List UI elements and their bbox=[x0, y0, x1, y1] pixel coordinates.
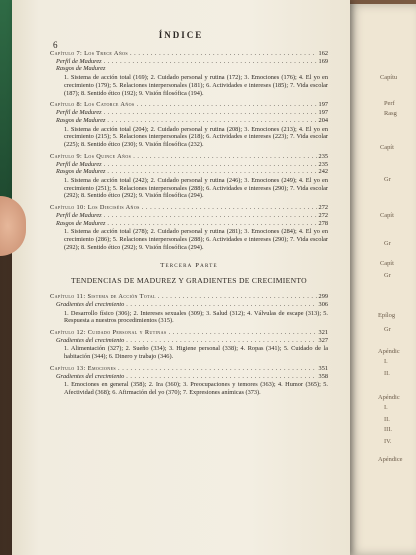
section-row bbox=[50, 373, 328, 381]
toc-chapter bbox=[50, 204, 328, 251]
leader-dots bbox=[107, 117, 316, 125]
next-page-fragment: Capít bbox=[380, 144, 394, 151]
next-page-fragment: Apéndic bbox=[378, 394, 400, 401]
next-page-fragment: Capítu bbox=[380, 74, 398, 81]
chapter-heading-row bbox=[50, 365, 328, 373]
chapter-page: 299 bbox=[318, 293, 328, 301]
chapter-heading: Capítulo 9: Los Quince Años bbox=[50, 152, 132, 160]
section-page: 204 bbox=[318, 116, 328, 124]
section-row bbox=[50, 109, 328, 117]
next-page-fragment: Capít bbox=[380, 212, 394, 219]
chapter-page: 272 bbox=[318, 204, 328, 212]
chapter-heading-row bbox=[50, 329, 328, 337]
next-page-fragment: Epílog bbox=[378, 312, 396, 319]
toc-chapter bbox=[50, 365, 328, 397]
part-label: Tercera Parte bbox=[160, 261, 218, 269]
leader-dots bbox=[126, 373, 316, 381]
section-title: Rasgos de Madurez bbox=[56, 65, 106, 73]
next-page-fragment: Gr bbox=[384, 326, 391, 333]
chapter-page: 162 bbox=[318, 50, 328, 57]
section-row bbox=[50, 161, 328, 169]
section-title: Gradientes del crecimiento bbox=[56, 300, 125, 308]
chapter-heading-row bbox=[50, 50, 328, 58]
page-number: 6 bbox=[53, 40, 58, 50]
leader-dots bbox=[104, 161, 317, 169]
part-title: TENDENCIAS DE MADUREZ Y GRADIENTES DE CRECIMIENTO bbox=[71, 275, 307, 285]
section-detail: 1. Alimentación (327); 2. Sueño (334); 3. Higiene personal (338); 4. Ropas (341); 5. Cuidado de la habitación (344); 6. Dinero y trabajo (346). bbox=[64, 345, 328, 361]
section-row bbox=[50, 117, 328, 125]
section-page: 327 bbox=[318, 336, 328, 344]
leader-dots bbox=[104, 109, 317, 117]
section-page: 242 bbox=[318, 168, 328, 176]
section-row bbox=[50, 58, 328, 66]
section-row bbox=[50, 168, 328, 176]
leader-dots bbox=[133, 153, 316, 161]
next-page-fragment: III. bbox=[384, 426, 392, 433]
next-page-fragment: Gr bbox=[384, 272, 391, 279]
chapter-heading: Capítulo 13: Emociones bbox=[50, 364, 117, 372]
section-title: Gradientes del crecimiento bbox=[56, 372, 125, 380]
toc-chapter bbox=[50, 153, 328, 200]
next-page-fragment: Rasg bbox=[384, 110, 397, 117]
leader-dots bbox=[107, 168, 316, 176]
section-detail: 1. Sistema de acción total (169); 2. Cuidado personal y rutina (172); 3. Emociones (176); 4. El yo en crecimiento (179); 5. Relaciones interpersonales (181); 6. Actividades e intereses (185); 7. Vida escolar (187); 8. Sentido ético (192); 9. Visión filosófica (194). bbox=[64, 74, 328, 97]
table-of-contents bbox=[50, 50, 328, 401]
section-row bbox=[50, 65, 328, 73]
chapter-heading-row bbox=[50, 293, 328, 301]
leader-dots bbox=[118, 365, 317, 373]
chapter-page: 351 bbox=[318, 364, 328, 372]
section-page: 169 bbox=[318, 57, 328, 65]
section-title: Perfil de Madurez bbox=[56, 57, 102, 65]
section-page: 358 bbox=[318, 372, 328, 380]
section-page: 197 bbox=[318, 109, 328, 117]
next-page-fragment: Apéndice bbox=[378, 456, 403, 463]
chapter-heading: Capítulo 10: Los Dieciséis Años bbox=[50, 204, 140, 212]
index-page bbox=[12, 0, 350, 555]
leader-dots bbox=[126, 301, 316, 309]
section-row bbox=[50, 220, 328, 228]
section-detail: 1. Desarrollo físico (306); 2. Intereses sexuales (309); 3. Salud (312); 4. Válvulas de escape (313); 5. Respuesta a nuestros procedimientos (315). bbox=[64, 309, 328, 325]
leader-dots bbox=[104, 212, 317, 220]
section-row bbox=[50, 301, 328, 309]
section-page: 272 bbox=[318, 211, 328, 219]
section-page: 278 bbox=[318, 219, 328, 227]
leader-dots bbox=[126, 337, 316, 345]
leader-dots bbox=[158, 293, 317, 301]
section-detail: 1. Emociones en general (358); 2. Ira (360); 3. Preocupaciones y temores (363); 4. Humor (365); 5. Afectividad (368); 6. Afirmación del yo (370); 7. Expresiones anímicas (373). bbox=[64, 381, 328, 397]
next-page-fragment: Gr bbox=[384, 240, 391, 247]
next-page-fragment: I. bbox=[384, 404, 388, 411]
next-page-fragment: II. bbox=[384, 416, 390, 423]
next-page-fragment: Capít bbox=[380, 260, 394, 267]
section-page: 235 bbox=[318, 160, 328, 168]
chapter-page: 197 bbox=[318, 101, 328, 109]
section-row bbox=[50, 212, 328, 220]
next-page-fragment: I. bbox=[384, 358, 388, 365]
chapter-page: 321 bbox=[318, 329, 328, 336]
chapter-heading-row bbox=[50, 204, 328, 212]
section-title: Rasgos de Madurez bbox=[56, 168, 106, 176]
leader-dots bbox=[130, 50, 317, 58]
section-title: Rasgos de Madurez bbox=[56, 219, 106, 227]
leader-dots bbox=[137, 101, 317, 109]
leader-dots bbox=[104, 58, 317, 66]
section-detail: 1. Sistema de acción total (204); 2. Cuidado personal y rutina (208); 3. Emociones (213); 4. El yo en crecimiento (215); 5. Relaciones interpersonales (218); 6. Actividades e intereses (223); 7. Vida escolar (225); 8. Sentido ético (230); 9. Visión filosófica (232). bbox=[64, 125, 328, 149]
chapter-page: 235 bbox=[318, 152, 328, 160]
leader-dots bbox=[142, 204, 317, 212]
section-row bbox=[50, 337, 328, 345]
book-cover-edge bbox=[0, 0, 12, 200]
section-title: Perfil de Madurez bbox=[56, 160, 102, 168]
section-detail: 1. Sistema de acción total (278); 2. Cuidado personal y rutina (281); 3. Emociones (284); 4. El yo en crecimiento (286); 5. Relaciones interpersonales (288); 6. Actividades e intereses (290); 7. Vida escolar (292); 8. Sentido ético (292); 9. Visión filosófica (294). bbox=[64, 228, 328, 251]
toc-chapter bbox=[50, 329, 328, 361]
leader-dots bbox=[107, 220, 316, 228]
chapter-heading-row bbox=[50, 153, 328, 161]
toc-chapter bbox=[50, 293, 328, 325]
section-detail: 1. Sistema de acción total (242); 2. Cuidado personal y rutina (246); 3. Emociones (249); 4. El yo en crecimiento (251); 5. Relaciones interpersonales (288); 6. Actividades e intereses (290); 7. Vida escolar (292); 8. Sentido ético (292); 9. Visión filosófica (294). bbox=[64, 177, 328, 200]
chapter-heading: Capítulo 12: Cuidado Personal y Rutinas bbox=[50, 329, 167, 336]
leader-dots bbox=[169, 329, 317, 337]
toc-chapter bbox=[50, 50, 328, 97]
chapter-heading: Capítulo 7: Los Trece Años bbox=[50, 50, 129, 57]
section-title: Perfil de Madurez bbox=[56, 211, 102, 219]
section-page: 306 bbox=[318, 300, 328, 308]
chapter-heading-row bbox=[50, 101, 328, 109]
section-title: Perfil de Madurez bbox=[56, 109, 102, 117]
chapter-heading: Capítulo 8: Los Catorce Años bbox=[50, 101, 135, 109]
next-page-fragment: II. bbox=[384, 370, 390, 377]
chapter-heading: Capítulo 11: Sistema de Acción Total bbox=[50, 293, 156, 301]
next-page-fragment: Perf bbox=[384, 100, 395, 107]
next-page-fragment: Apéndic bbox=[378, 348, 400, 355]
next-page-fragment: Gr bbox=[384, 176, 391, 183]
running-title: ÍNDICE bbox=[158, 30, 204, 40]
section-title: Gradientes del crecimiento bbox=[56, 336, 125, 344]
next-page-fragment: IV. bbox=[384, 438, 392, 445]
section-title: Rasgos de Madurez bbox=[56, 116, 106, 124]
next-page bbox=[348, 4, 416, 555]
toc-chapter bbox=[50, 101, 328, 148]
